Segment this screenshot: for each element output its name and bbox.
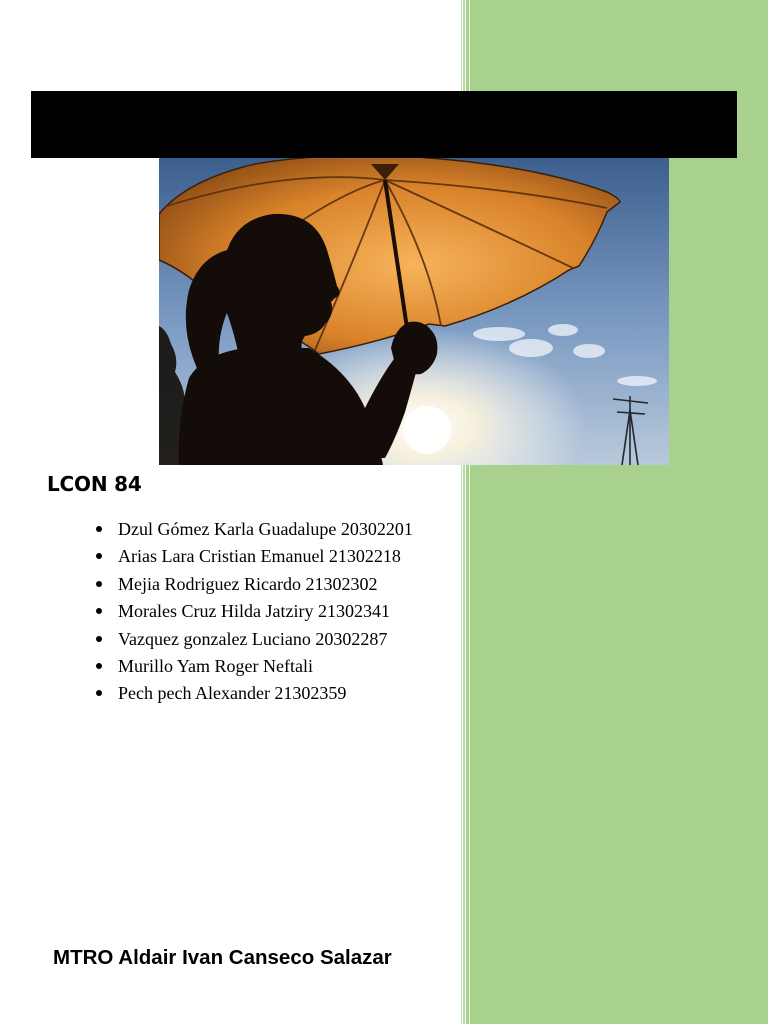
list-item: Murillo Yam Roger Neftali <box>92 653 452 680</box>
member-list <box>92 516 452 708</box>
list-item: Morales Cruz Hilda Jatziry 21302341 <box>92 598 452 625</box>
title-bar <box>31 91 737 158</box>
cover-photo <box>159 158 669 465</box>
list-item: Vazquez gonzalez Luciano 20302287 <box>92 626 452 653</box>
list-item: Arias Lara Cristian Emanuel 21302218 <box>92 543 452 570</box>
list-item: Pech pech Alexander 21302359 <box>92 680 452 707</box>
sun-icon <box>403 406 451 454</box>
teacher-name: MTRO Aldair Ivan Canseco Salazar <box>53 946 392 969</box>
list-item: Dzul Gómez Karla Guadalupe 20302201 <box>92 516 452 543</box>
course-code: LCON 84 <box>47 472 142 496</box>
list-item: Mejia Rodriguez Ricardo 21302302 <box>92 571 452 598</box>
